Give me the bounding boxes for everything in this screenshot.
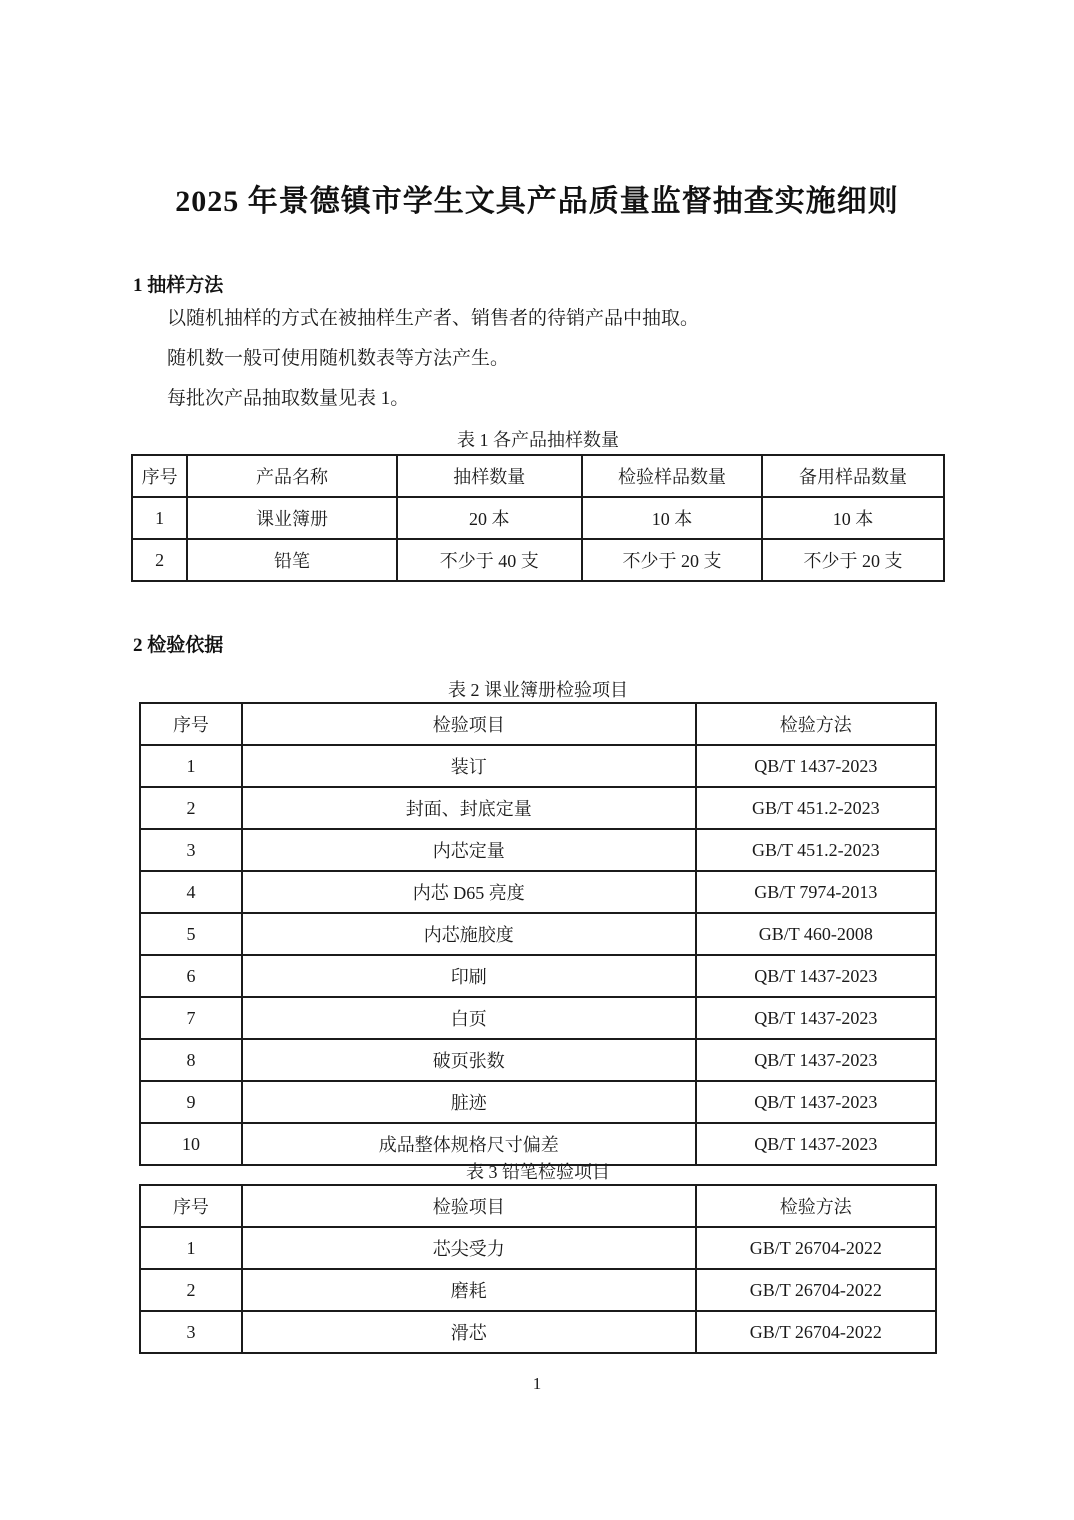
table-cell: 内芯施胶度: [242, 913, 696, 955]
table-cell: 脏迹: [242, 1081, 696, 1123]
column-header: 序号: [132, 455, 187, 497]
table-cell: 不少于 20 支: [582, 539, 762, 581]
table-cell: 3: [140, 1311, 242, 1353]
table-row: [140, 997, 936, 1039]
table-row: [140, 787, 936, 829]
section-1-heading: 1 抽样方法: [133, 275, 224, 296]
table-cell: 9: [140, 1081, 242, 1123]
table-cell: 不少于 40 支: [397, 539, 582, 581]
column-header: 产品名称: [187, 455, 397, 497]
table-cell: 3: [140, 829, 242, 871]
table-cell: GB/T 451.2-2023: [696, 829, 936, 871]
table-row: [140, 955, 936, 997]
table-cell: QB/T 1437-2023: [696, 997, 936, 1039]
column-header: 检验样品数量: [582, 455, 762, 497]
table-cell: GB/T 451.2-2023: [696, 787, 936, 829]
table-cell: 2: [140, 787, 242, 829]
table-cell: 不少于 20 支: [762, 539, 944, 581]
table-header-row: [132, 455, 944, 497]
table-cell: QB/T 1437-2023: [696, 1081, 936, 1123]
table-cell: 滑芯: [242, 1311, 696, 1353]
table-row: [140, 745, 936, 787]
table-cell: QB/T 1437-2023: [696, 1039, 936, 1081]
table-cell: GB/T 7974-2013: [696, 871, 936, 913]
table-cell: 课业簿册: [187, 497, 397, 539]
table-cell: GB/T 26704-2022: [696, 1227, 936, 1269]
table-cell: 白页: [242, 997, 696, 1039]
table-cell: 印刷: [242, 955, 696, 997]
table-cell: 8: [140, 1039, 242, 1081]
table-cell: 4: [140, 871, 242, 913]
table-row: [140, 1269, 936, 1311]
table-header-row: [140, 703, 936, 745]
column-header: 检验方法: [696, 1185, 936, 1227]
table-cell: 1: [140, 745, 242, 787]
table-3-pencil-inspection-items: [139, 1184, 937, 1354]
table-cell: 装订: [242, 745, 696, 787]
table-cell: 1: [132, 497, 187, 539]
table-cell: 20 本: [397, 497, 582, 539]
table-cell: 破页张数: [242, 1039, 696, 1081]
table-cell: GB/T 26704-2022: [696, 1269, 936, 1311]
table-cell: 内芯定量: [242, 829, 696, 871]
column-header: 检验项目: [242, 703, 696, 745]
section-2-heading: 2 检验依据: [133, 635, 224, 656]
table-header-row: [140, 1185, 936, 1227]
table-cell: 成品整体规格尺寸偏差: [242, 1123, 696, 1165]
table-2-notebook-inspection-items: [139, 702, 937, 1166]
table-3-caption: 表 3 铅笔检验项目: [466, 1162, 610, 1182]
table-row: [140, 829, 936, 871]
paragraph-batch-quantity: 每批次产品抽取数量见表 1。: [167, 388, 410, 409]
table-cell: 封面、封底定量: [242, 787, 696, 829]
paragraph-sampling-method: 以随机抽样的方式在被抽样生产者、销售者的待销产品中抽取。: [167, 308, 700, 329]
column-header: 序号: [140, 1185, 242, 1227]
table-cell: GB/T 26704-2022: [696, 1311, 936, 1353]
table-row: [140, 1081, 936, 1123]
document-title: 2025 年景德镇市学生文具产品质量监督抽查实施细则: [175, 185, 899, 218]
column-header: 抽样数量: [397, 455, 582, 497]
table-1-caption: 表 1 各产品抽样数量: [457, 430, 619, 450]
table-cell: 2: [132, 539, 187, 581]
paragraph-random-number: 随机数一般可使用随机数表等方法产生。: [167, 348, 510, 369]
page-number: 1: [532, 1374, 542, 1393]
table-cell: QB/T 1437-2023: [696, 1123, 936, 1165]
table-cell: QB/T 1437-2023: [696, 745, 936, 787]
table-cell: 10 本: [582, 497, 762, 539]
table-cell: 2: [140, 1269, 242, 1311]
column-header: 检验方法: [696, 703, 936, 745]
column-header: 备用样品数量: [762, 455, 944, 497]
table-cell: 内芯 D65 亮度: [242, 871, 696, 913]
table-cell: 10: [140, 1123, 242, 1165]
section-1-paragraphs: [167, 306, 947, 426]
table-cell: 10 本: [762, 497, 944, 539]
table-cell: 1: [140, 1227, 242, 1269]
table-row: [140, 871, 936, 913]
table-cell: QB/T 1437-2023: [696, 955, 936, 997]
table-cell: 芯尖受力: [242, 1227, 696, 1269]
table-1-sampling-quantities: [131, 454, 945, 582]
column-header: 序号: [140, 703, 242, 745]
table-cell: 铅笔: [187, 539, 397, 581]
table-cell: 5: [140, 913, 242, 955]
table-2-caption: 表 2 课业簿册检验项目: [448, 680, 628, 700]
table-cell: 6: [140, 955, 242, 997]
table-row: [132, 497, 944, 539]
table-cell: 磨耗: [242, 1269, 696, 1311]
column-header: 检验项目: [242, 1185, 696, 1227]
table-row: [140, 1311, 936, 1353]
table-row: [140, 1227, 936, 1269]
table-cell: 7: [140, 997, 242, 1039]
table-cell: GB/T 460-2008: [696, 913, 936, 955]
table-row: [140, 913, 936, 955]
table-row: [140, 1039, 936, 1081]
table-row: [132, 539, 944, 581]
